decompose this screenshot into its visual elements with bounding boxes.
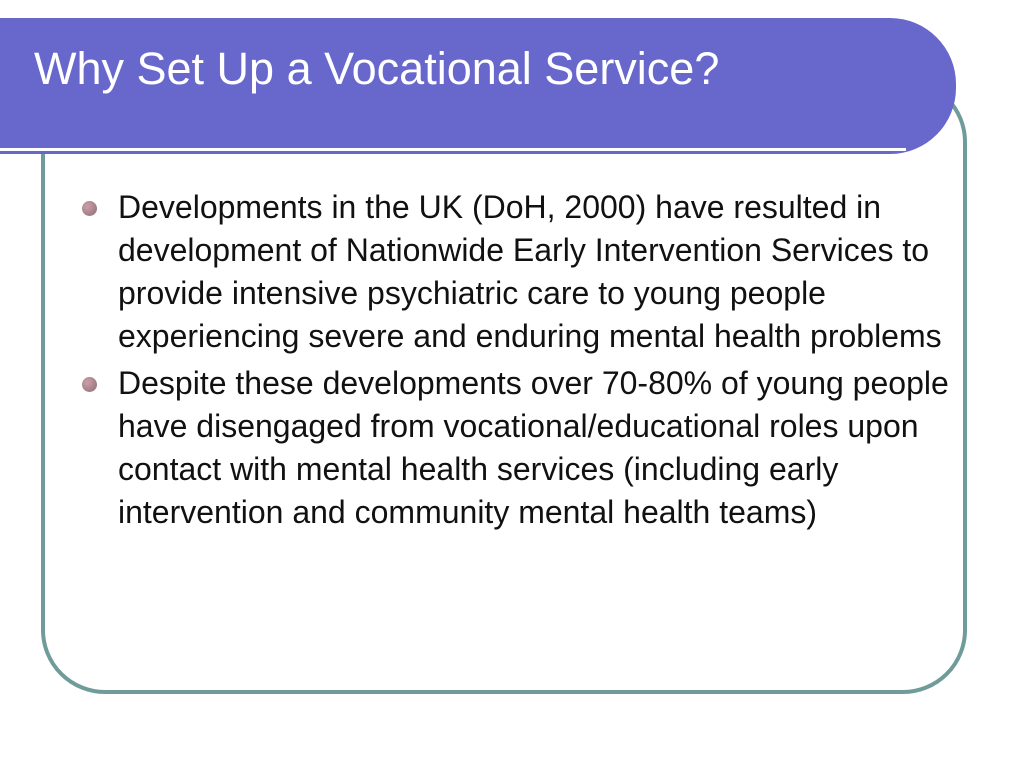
bullet-item <box>80 362 950 534</box>
slide-title: Why Set Up a Vocational Service? <box>34 43 720 94</box>
bullet-list <box>80 186 950 538</box>
bullet-item <box>80 186 950 358</box>
bullet-text: Despite these developments over 70-80% of young people have disengaged from vocational/educational roles upon contact with mental health services (including early intervention and community mental health teams) <box>118 365 949 530</box>
bullet-text: Developments in the UK (DoH, 2000) have resulted in development of Nationwide Early Intervention Services to provide intensive psychiatric care to young people experiencing severe and enduring mental health problems <box>118 189 942 354</box>
bullet-dot-icon <box>82 201 97 216</box>
title-underline <box>0 148 906 151</box>
bullet-dot-icon <box>82 377 97 392</box>
